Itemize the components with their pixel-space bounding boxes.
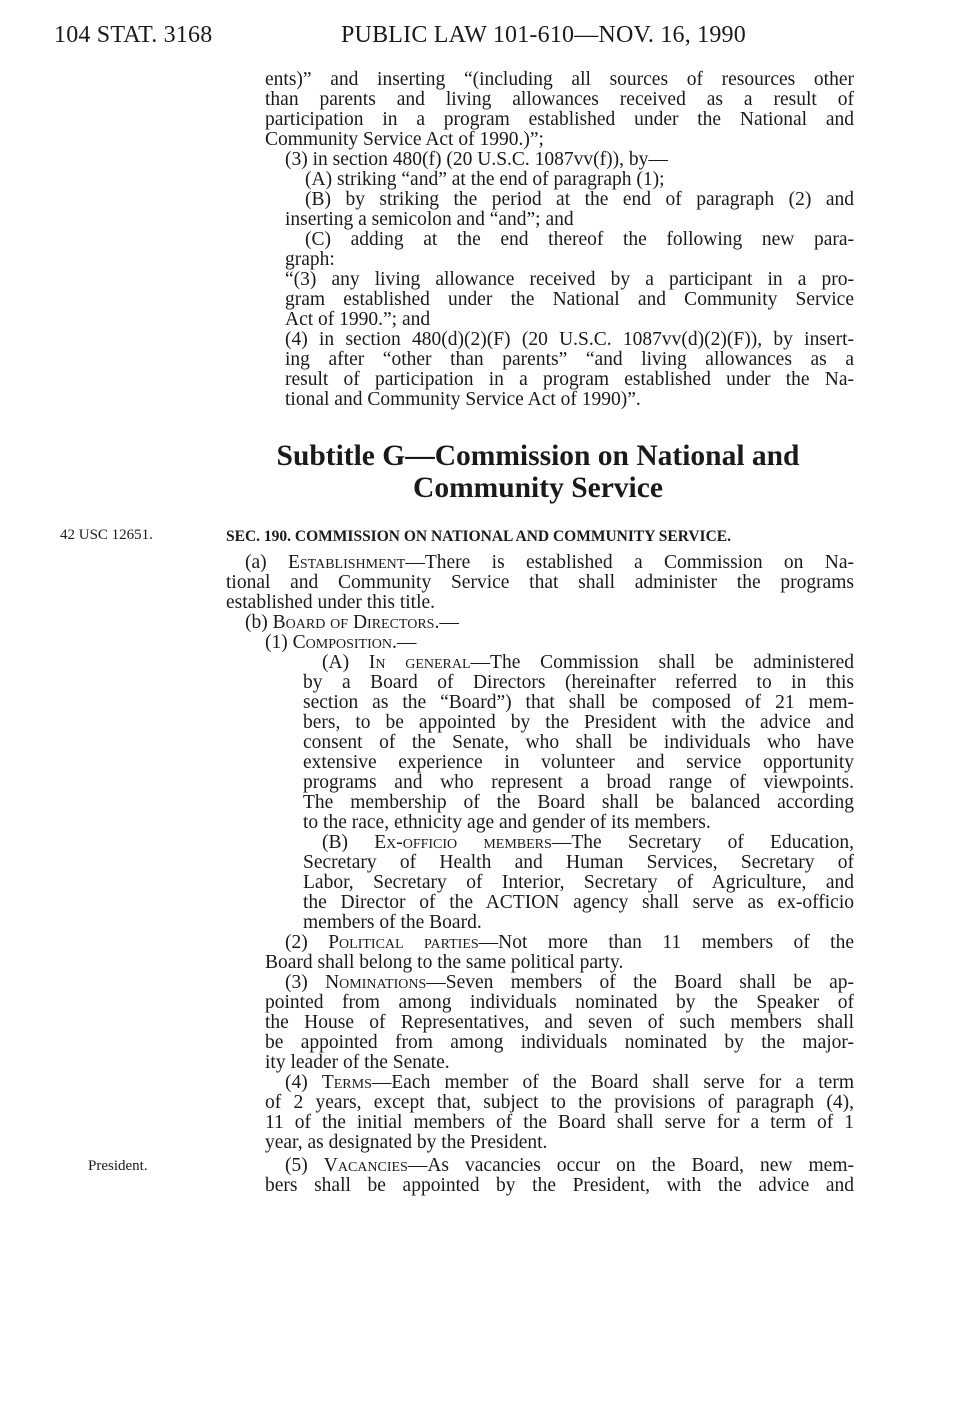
text-line: bers shall be appointed by the President, with the advice and [265,1175,854,1196]
paragraph-bA-line: (A) In general—The Commission shall be administered [322,652,854,673]
text-line: established under this title. [226,592,436,613]
subtitle-heading-continued: Community Service [413,472,663,504]
text-line: “(3) any living allowance received by a participant in a pro- [285,269,854,290]
text-line: tional and Community Service Act of 1990)”. [285,389,641,410]
page-reference: 104 STAT. 3168 [54,22,213,48]
text-line: (C) adding at the end thereof the following new para- [305,229,854,250]
text-line: ents)” and inserting “(including all sources of resources other [265,69,854,90]
text-line: tional and Community Service that shall administer the programs [226,572,854,593]
section-heading: SEC. 190. COMMISSION ON NATIONAL AND COMMUNITY SERVICE. [226,528,731,545]
text-line: inserting a semicolon and “and”; and [285,209,574,230]
text-line: section as the “Board”) that shall be composed of 21 mem- [303,692,854,713]
subtitle-heading: Subtitle G—Commission on National and [276,440,800,472]
text-line: result of participation in a program established under the Na- [285,369,854,390]
text-line: pointed from among individuals nominated by the Speaker of [265,992,854,1013]
president-margin-note: President. [88,1158,148,1174]
text-line: than parents and living allowances received as a result of [265,89,854,110]
establishment-heading: Establishment [287,552,406,573]
text-line: of 2 years, except that, subject to the provisions of paragraph (4), [265,1092,854,1113]
text-line: The membership of the Board shall be balanced according [303,792,854,813]
text-line: gram established under the National and Community Service [285,289,854,310]
text-line: the Director of the ACTION agency shall serve as ex-officio [303,892,854,913]
text-line: consent of the Senate, who shall be individuals who have [303,732,854,753]
text-line: graph: [285,249,335,270]
paragraph-b-heading: (b) Board of Directors.— [245,612,459,633]
paragraph-b2-line: (2) Political parties—Not more than 11 members of the [285,932,854,953]
text-line: Secretary of Health and Human Services, Secretary of [303,852,854,873]
paragraph-a-line: (a) Establishment—There is established a Commission on Na- [245,552,854,573]
paragraph-bB-line: (B) Ex-officio members—The Secretary of Education, [322,832,854,853]
text-line: (A) striking “and” at the end of paragraph (1); [305,169,665,190]
text-line: to the race, ethnicity age and gender of its members. [303,812,711,833]
usc-margin-note: 42 USC 12651. [60,527,153,543]
public-law-header: PUBLIC LAW 101-610—NOV. 16, 1990 [341,22,746,48]
text-line: members of the Board. [303,912,482,933]
text-line: the House of Representatives, and seven of such members shall [265,1012,854,1033]
text-line: year, as designated by the President. [265,1132,548,1153]
text-line: be appointed from among individuals nominated by the major- [265,1032,854,1053]
text-line: (3) in section 480(f) (20 U.S.C. 1087vv(f)), by— [285,149,668,170]
text-line: by a Board of Directors (hereinafter referred to in this [303,672,854,693]
text-line: 11 of the initial members of the Board shall serve for a term of 1 [265,1112,854,1133]
text-line: Board shall belong to the same political party. [265,952,624,973]
text-line: ity leader of the Senate. [265,1052,450,1073]
text-line: (B) by striking the period at the end of paragraph (2) and [305,189,854,210]
paragraph-b1-heading: (1) Composition.— [265,632,417,653]
text-line: programs and who represent a broad range of viewpoints. [303,772,854,793]
text-line: (4) in section 480(d)(2)(F) (20 U.S.C. 1087vv(d)(2)(F)), by insert- [285,329,854,350]
paragraph-b4-line: (4) Terms—Each member of the Board shall serve for a term [285,1072,854,1093]
text-line: ing after “other than parents” “and living allowances as a [285,349,854,370]
paragraph-b5-line: (5) Vacancies—As vacancies occur on the Board, new mem- [285,1155,854,1176]
text-line: bers, to be appointed by the President with the advice and [303,712,854,733]
text-line: Labor, Secretary of Interior, Secretary of Agriculture, and [303,872,854,893]
paragraph-b3-line: (3) Nominations—Seven members of the Board shall be ap- [285,972,854,993]
text-line: Community Service Act of 1990.)”; [265,129,544,150]
text-line: extensive experience in volunteer and service opportunity [303,752,854,773]
text-line: participation in a program established under the National and [265,109,854,130]
text-line: Act of 1990.”; and [285,309,431,330]
